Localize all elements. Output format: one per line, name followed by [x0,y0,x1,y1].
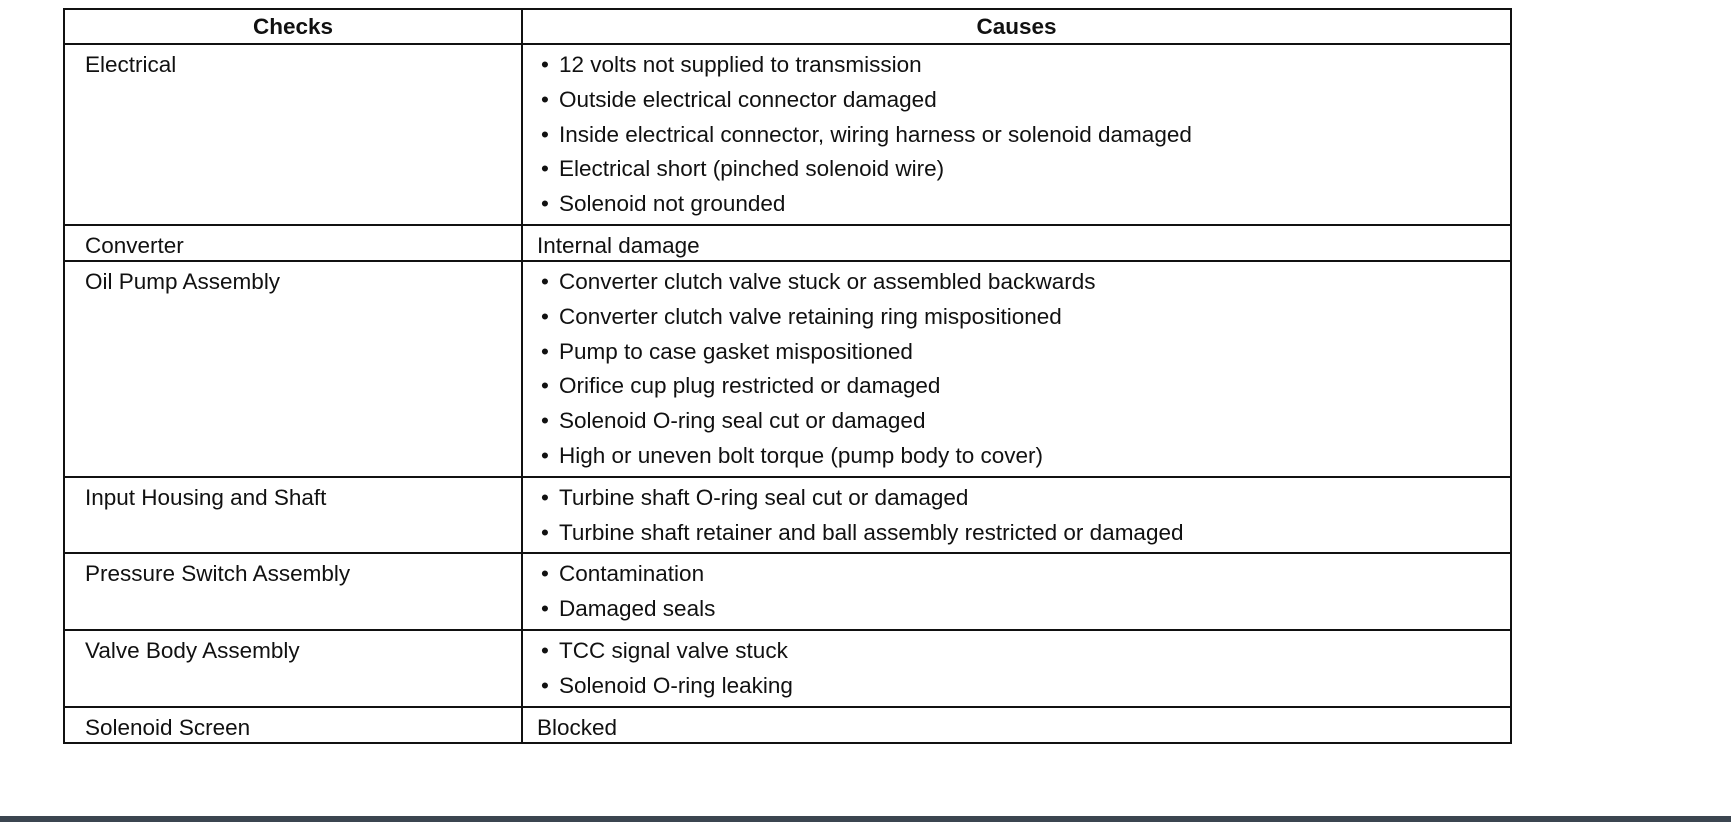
check-cell: Solenoid Screen [64,707,522,743]
table-row [64,225,1511,261]
causes-cell [522,553,1511,630]
check-cell: Electrical [64,44,522,225]
table-row [64,707,1511,743]
check-cell: Oil Pump Assembly [64,261,522,477]
causes-cell [522,261,1511,477]
checks-causes-table [63,8,1512,744]
cause-item: • Converter clutch valve retaining ring mispositioned [537,300,1510,335]
cause-item: • Inside electrical connector, wiring harness or solenoid damaged [537,118,1510,153]
cause-item: • Electrical short (pinched solenoid wire) [537,152,1510,187]
bottom-bar [0,816,1731,822]
cause-item: • Turbine shaft O-ring seal cut or damaged [537,481,1510,516]
causes-cell [522,477,1511,554]
causes-list [537,634,1510,704]
causes-list [537,481,1510,551]
cause-item: • Pump to case gasket mispositioned [537,335,1510,370]
header-row [64,9,1511,44]
cause-item: • TCC signal valve stuck [537,634,1510,669]
table-row [64,477,1511,554]
table-row [64,630,1511,707]
cause-item: • Solenoid O-ring leaking [537,669,1510,704]
cause-item: • Solenoid O-ring seal cut or damaged [537,404,1510,439]
table-row [64,44,1511,225]
table-row [64,553,1511,630]
check-cell: Valve Body Assembly [64,630,522,707]
causes-list [537,557,1510,627]
causes-cell: Internal damage [522,225,1511,261]
cause-item: • Contamination [537,557,1510,592]
check-cell: Converter [64,225,522,261]
table-row [64,261,1511,477]
cause-item: • Outside electrical connector damaged [537,83,1510,118]
causes-cell [522,44,1511,225]
cause-item: • High or uneven bolt torque (pump body to cover) [537,439,1510,474]
cause-item: • Solenoid not grounded [537,187,1510,222]
cause-item: • Damaged seals [537,592,1510,627]
causes-cell: Blocked [522,707,1511,743]
cause-item: • 12 volts not supplied to transmission [537,48,1510,83]
checks-header: Checks [64,9,522,44]
check-cell: Input Housing and Shaft [64,477,522,554]
cause-item: • Orifice cup plug restricted or damaged [537,369,1510,404]
causes-cell [522,630,1511,707]
cause-item: • Turbine shaft retainer and ball assembly restricted or damaged [537,516,1510,551]
causes-list [537,48,1510,222]
causes-list [537,265,1510,474]
check-cell: Pressure Switch Assembly [64,553,522,630]
cause-item: • Converter clutch valve stuck or assembled backwards [537,265,1510,300]
causes-header: Causes [522,9,1511,44]
